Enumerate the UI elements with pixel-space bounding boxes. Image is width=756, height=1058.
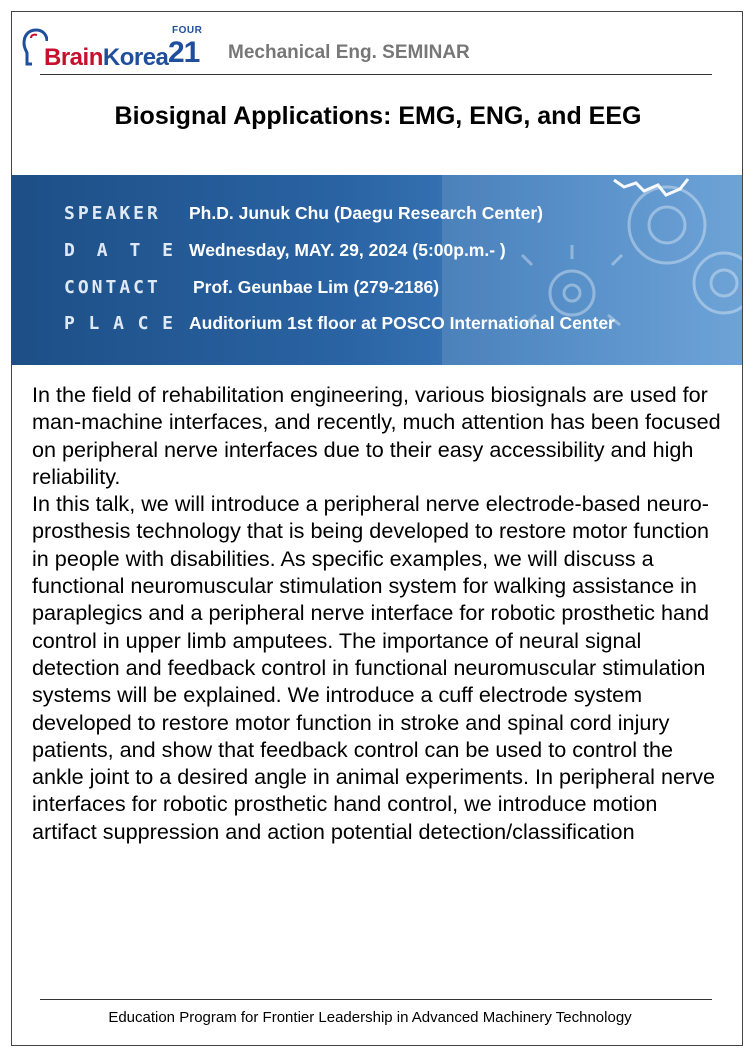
label-letter: T xyxy=(129,239,144,261)
program-footer: Education Program for Frontier Leadership in Advanced Machinery Technology xyxy=(108,1009,632,1026)
date-value: Wednesday, MAY. 29, 2024 (5:00p.m.- ) xyxy=(189,239,506,260)
label-letter: E xyxy=(162,312,176,334)
info-banner xyxy=(12,175,742,365)
logo-korea: Korea xyxy=(102,44,169,71)
label-letter: L xyxy=(88,312,103,334)
brainkorea21-logo xyxy=(22,22,202,72)
logo-brain: Brain xyxy=(44,44,103,71)
contact-row xyxy=(64,273,439,301)
abstract-paragraph-2: In this talk, we will introduce a peripheral nerve electrode-based neuro-prosthesis technology that is being developed to restore motor function in people with disabilities. As specific examples, we will discuss a functional neuromuscular stimulation system for walking assistance in paraplegics and a peripheral nerve interface for robotic prosthetic hand control in upper limb amputees. The importance of neural signal detection and feedback control in functional neuromuscular stimulation systems will be explained. We introduce a cuff electrode system developed to restore motor function in stroke and spinal cord injury patients, and show that feedback control can be used to control the ankle joint to a desired angle in animal experiments. In peripheral nerve interfaces for robotic prosthetic hand control, we introduce motion artifact suppression and action potential detection/classification xyxy=(32,491,715,844)
speaker-label: SPEAKER xyxy=(64,202,161,224)
logo-four: FOUR xyxy=(172,25,203,36)
date-label xyxy=(64,240,176,261)
logo-wordmark xyxy=(44,44,168,72)
header-divider xyxy=(40,74,712,75)
contact-label: CONTACT xyxy=(64,276,161,298)
label-letter: P xyxy=(64,312,78,334)
contact-value: Prof. Geunbae Lim (279-2186) xyxy=(193,276,440,297)
abstract-paragraph-1: In the field of rehabilitation engineering, various biosignals are used for man-machine interfaces, and recently, much attention has been focused on peripheral nerve interfaces due to their easy accessibility and high reliability. xyxy=(32,382,721,489)
logo-number: 21 xyxy=(168,36,200,69)
label-letter: A xyxy=(96,239,111,261)
label-letter: A xyxy=(113,312,127,334)
label-letter: D xyxy=(64,239,78,261)
seminar-title: Biosignal Applications: EMG, ENG, and EEG xyxy=(114,102,642,130)
place-label-cell xyxy=(64,313,189,334)
speaker-value: Ph.D. Junuk Chu (Daegu Research Center) xyxy=(189,202,543,223)
label-letter: C xyxy=(137,312,152,334)
place-value: Auditorium 1st floor at POSCO International Center xyxy=(189,312,615,333)
seminar-label: Mechanical Eng. SEMINAR xyxy=(228,42,470,63)
date-row xyxy=(64,236,506,264)
speaker-row xyxy=(64,199,543,227)
place-label xyxy=(64,313,176,334)
date-label-cell xyxy=(64,240,189,261)
abstract-text xyxy=(32,381,722,845)
footer-divider xyxy=(40,999,712,1000)
label-letter: E xyxy=(162,239,176,261)
place-row xyxy=(64,309,615,337)
